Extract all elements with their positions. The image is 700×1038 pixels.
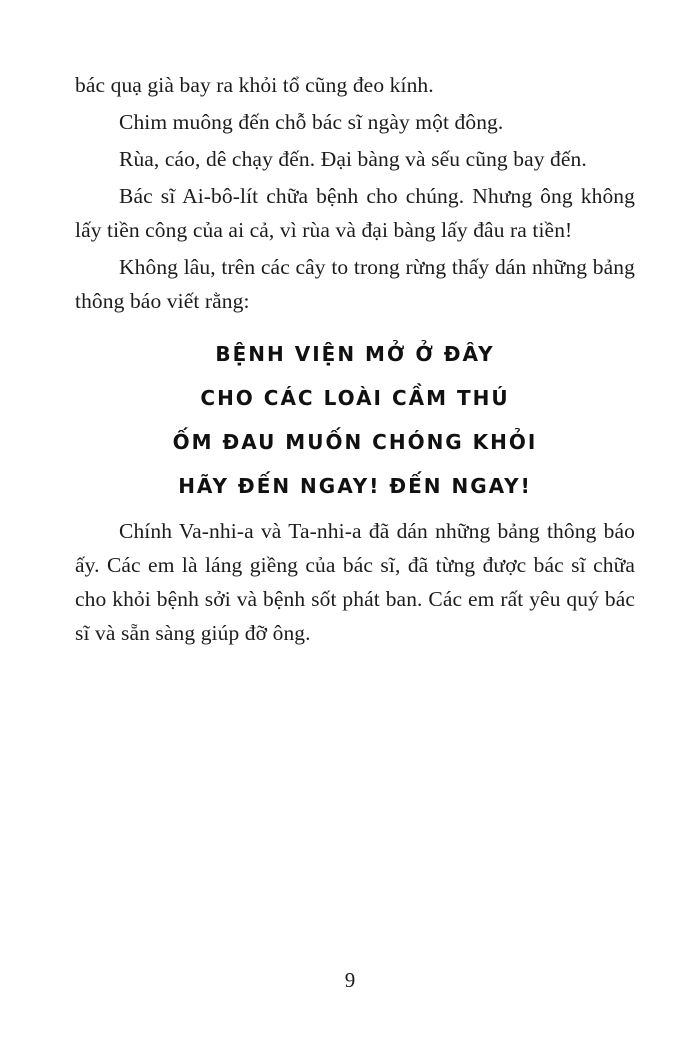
paragraph-continuation: bác quạ già bay ra khỏi tổ cũng đeo kính. — [75, 73, 434, 97]
body-text — [75, 68, 635, 650]
notice-line-1: BỆNH VIỆN MỞ Ở ĐÂY — [215, 342, 495, 366]
notice-line-3: ỐM ĐAU MUỐN CHÓNG KHỎI — [172, 430, 538, 454]
paragraph-doctor-treats: Bác sĩ Ai-bô-lít chữa bệnh cho chúng. Nhưng ông không lấy tiền công của ai cả, vì rùa và đại bàng lấy đâu ra tiền! — [75, 184, 635, 242]
notice-line-4: HÃY ĐẾN NGAY! ĐẾN NGAY! — [178, 474, 532, 498]
paragraph-notices-posted: Không lâu, trên các cây to trong rừng thấy dán những bảng thông báo viết rằng: — [75, 255, 635, 313]
notice-line-2: CHO CÁC LOÀI CẦM THÚ — [200, 386, 510, 410]
paragraph-animals-crowd: Chim muông đến chỗ bác sĩ ngày một đông. — [119, 110, 504, 134]
page-number: 9 — [344, 968, 356, 992]
hospital-notice — [75, 332, 635, 508]
paragraph-children: Chính Va-nhi-a và Ta-nhi-a đã dán những bảng thông báo ấy. Các em là láng giềng của bác sĩ, đã từng được bác sĩ chữa cho khỏi bệnh sởi và bệnh sốt phát ban. Các em rất yêu quý bác sĩ và sẵn sàng giúp đỡ ông. — [75, 519, 635, 645]
paragraph-animals-arrive: Rùa, cáo, dê chạy đến. Đại bàng và sếu cũng bay đến. — [119, 147, 587, 171]
